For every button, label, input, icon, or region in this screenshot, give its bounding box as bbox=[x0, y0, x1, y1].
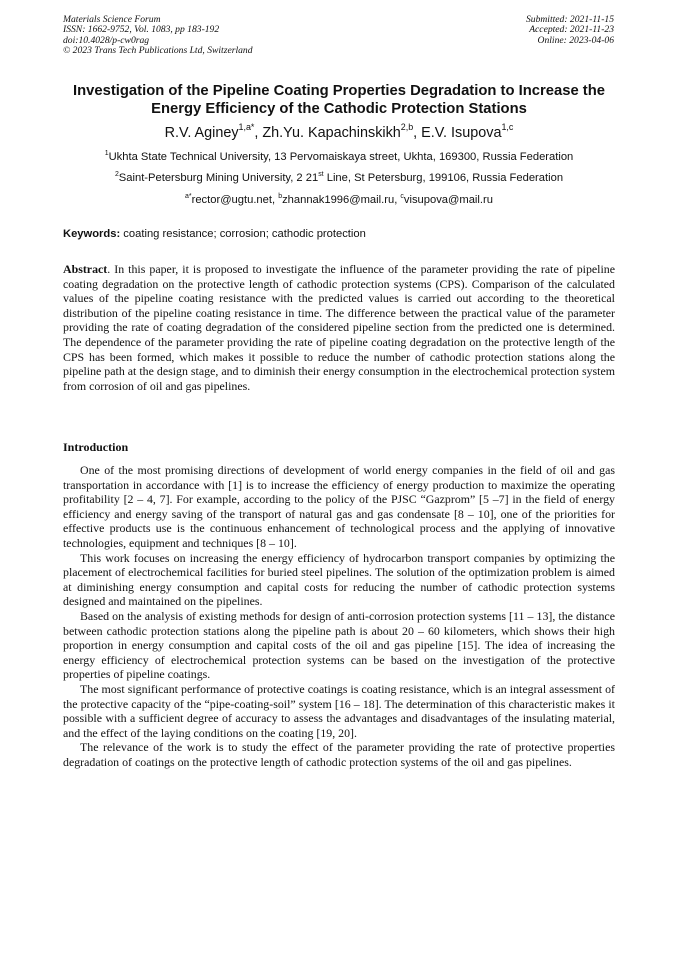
email-link[interactable]: $^{a*}$rector@ugtu.net bbox=[185, 192, 272, 206]
affiliation-1: $^1$Ukhta State Technical University, 13 Pervomaiskaya street, Ukhta, 169300, Russia Federation bbox=[104, 149, 574, 163]
email-list: $^{a*}$rector@ugtu.net, $^b$zhannak1996@mail.ru, $^c$visupova@mail.ru bbox=[185, 192, 493, 206]
paragraph: The most significant performance of protective coatings is coating resistance, which is an integral assessment of the protective capacity of the “pipe-coating-soil” system [16 – 18]. The determination of this characteristic makes it possible with a sufficient degree of accuracy to assess the advantages and disadvantages of the insulating material, and the effect of the laying conditions on the coating [19, 20]. bbox=[63, 681, 615, 740]
affiliation-2: $^2$Saint-Petersburg Mining University, 2 21st Line, St Petersburg, 199106, Russia Federation bbox=[114, 170, 564, 184]
keywords bbox=[63, 227, 623, 241]
author: Zh.Yu. Kapachinskikh$^{2,b}$, bbox=[262, 122, 422, 141]
paragraph: Based on the analysis of existing methods for design of anti-corrosion protection systems [11 – 13], the distance between cathodic protection stations along the pipeline path is about 20 – 60 kilometers, which shows their high proportion in energy consumption and capital costs of the oil and gas pipeline [15]. The idea of increasing the energy efficiency of electrochemical protection systems can be based on the investigation of the protective properties of pipeline coatings. bbox=[63, 608, 615, 682]
keywords-text: coating resistance; corrosion; cathodic protection bbox=[120, 228, 366, 240]
abstract-label: Abstract bbox=[63, 262, 108, 276]
email-link[interactable]: $^c$visupova@mail.ru bbox=[400, 192, 493, 206]
paragraph: The relevance of the work is to study the effect of the parameter providing the rate of protective properties degradation of coatings on the protective length of cathodic protection systems of the oil and gas pipelines. bbox=[63, 740, 615, 769]
submitted-date: Submitted: 2021-11-15 bbox=[525, 14, 614, 25]
online-date: Online: 2023-04-06 bbox=[537, 34, 614, 46]
section-heading: Introduction bbox=[63, 440, 129, 454]
author: E.V. Isupova$^{1,c}$ bbox=[421, 122, 514, 141]
abstract bbox=[63, 262, 615, 393]
dates-info bbox=[526, 15, 614, 46]
paragraph: One of the most promising directions of development of world energy companies in the field of oil and gas transportation in accordance with [1] is to increase the efficiency of energy production to maximize the operating profitability [2 – 4, 7]. For example, according to the policy of the PJSC “Gazprom” [5 –7] in the field of energy efficiency and energy saving of the transport of natural gas and gas condensate [8 – 10], one of the priorities for effective products use is the continuous enhancement of technological process and the applying of innovative technologies, equipment and techniques [8 – 10]. bbox=[63, 463, 615, 550]
issn-line: ISSN: 1662-9752, Vol. 1083, pp 183-192 bbox=[63, 24, 220, 36]
introduction-body bbox=[63, 463, 615, 769]
abstract-text: . In this paper, it is proposed to investigate the influence of the parameter providing the rate of pipeline coating degradation on the protective length of cathodic protection systems (CPS). Comparison of the calculated values of the pipeline coating resistance with the predicted values is carried out according to the theoretical distribution of the pipeline coating resistance in time. The difference between the practical value of the parameter providing the rate of coating degradation of the considered pipeline section from the predicted one is determined. The dependence of the parameter providing the rate of pipeline coating degradation on the protective length of the CPS has been formed, which makes it possible to reduce the number of cathodic protection stations along the pipeline path at the design stage, and to diminish their energy consumption in the electrochemical protection system from corrosion of oil and gas pipelines. bbox=[63, 262, 615, 393]
author-list bbox=[0, 124, 678, 142]
doi-line: doi:10.4028/p-cw0rag bbox=[63, 34, 150, 46]
paragraph: This work focuses on increasing the energy efficiency of hydrocarbon transport companies by optimizing the placement of electrochemical facilities for buried steel pipelines. The solution of the optimization problem is aimed at diminishing energy consumption and capital costs for reducing the number of cathodic protection systems designed and maintained on the pipelines. bbox=[63, 550, 615, 609]
journal-name: Materials Science Forum bbox=[63, 14, 161, 25]
paper-title: Investigation of the Pipeline Coating Properties Degradation to Increase the Energy Efficiency of the Cathodic Protection Stations bbox=[73, 83, 605, 117]
publication-info bbox=[63, 15, 253, 57]
author: R.V. Aginey$^{1,a*}$, bbox=[164, 122, 263, 141]
keywords-label: Keywords: bbox=[63, 228, 121, 240]
email-link[interactable]: $^b$zhannak1996@mail.ru bbox=[278, 192, 395, 206]
accepted-date: Accepted: 2021-11-23 bbox=[529, 24, 614, 36]
copyright-line: © 2023 Trans Tech Publications Ltd, Switzerland bbox=[63, 45, 253, 57]
